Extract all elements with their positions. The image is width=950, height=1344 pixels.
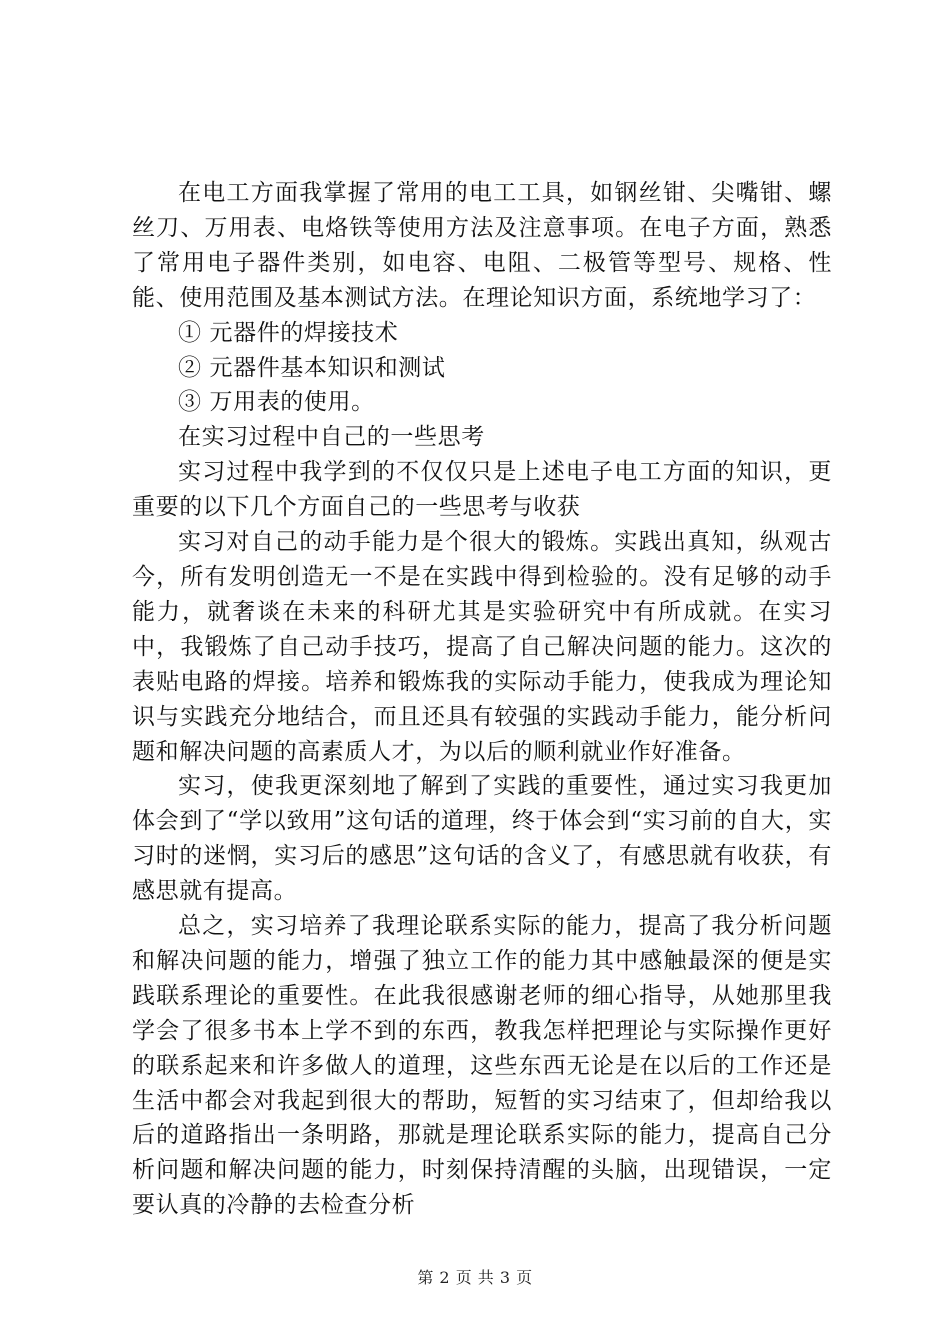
paragraph-importance-of-practice: 实习，使我更深刻地了解到了实践的重要性，通过实习我更加体会到了“学以致用”这句话的道理，终于体会到“实习前的自大，实习时的迷惘，实习后的感思”这句话的含义了，有感思就有收获，有感思就有提高。 (132, 773, 832, 905)
document-body (132, 176, 832, 1223)
page-number-footer: 第 2 页 共 3 页 (417, 1268, 533, 1287)
list-item-soldering: ① 元器件的焊接技术 (178, 319, 399, 346)
section-heading-reflections: 在实习过程中自己的一些思考 (178, 424, 485, 451)
paragraph-reflections-intro: 实习过程中我学到的不仅仅只是上述电子电工方面的知识，更重要的以下几个方面自己的一些思考与收获 (132, 459, 832, 521)
list-item-components: ② 元器件基本知识和测试 (178, 354, 446, 381)
paragraph-conclusion: 总之，实习培养了我理论联系实际的能力，提高了我分析问题和解决问题的能力，增强了独立工作的能力其中感触最深的便是实践联系理论的重要性。在此我很感谢老师的细心指导，从她那里我学会了很多书本上学不到的东西，教我怎样把理论与实际操作更好的联系起来和许多做人的道理，这些东西无论是在以后的工作还是生活中都会对我起到很大的帮助，短暂的实习结束了，但却给我以后的道路指出一条明路，那就是理论联系实际的能力，提高自己分析问题和解决问题的能力，时刻保持清醒的头脑，出现错误，一定要认真的冷静的去检查分析 (132, 913, 832, 1219)
list-item-multimeter: ③ 万用表的使用。 (178, 389, 375, 416)
paragraph-hands-on-ability: 实习对自己的动手能力是个很大的锻炼。实践出真知，纵观古今，所有发明创造无一不是在实践中得到检验的。没有足够的动手能力，就奢谈在未来的科研尤其是实验研究中有所成就。在实习中，我锻炼了自己动手技巧，提高了自己解决问题的能力。这次的表贴电路的焊接。培养和锻炼我的实际动手能力，使我成为理论知识与实践充分地结合，而且还具有较强的实践动手能力，能分析问题和解决问题的高素质人才，为以后的顺利就业作好准备。 (132, 529, 832, 765)
paragraph-tools-and-knowledge: 在电工方面我掌握了常用的电工工具，如钢丝钳、尖嘴钳、螺丝刀、万用表、电烙铁等使用方法及注意事项。在电子方面，熟悉了常用电子器件类别，如电容、电阻、二极管等型号、规格、性能、使用范围及基本测试方法。在理论知识方面，系统地学习了： (132, 180, 832, 311)
